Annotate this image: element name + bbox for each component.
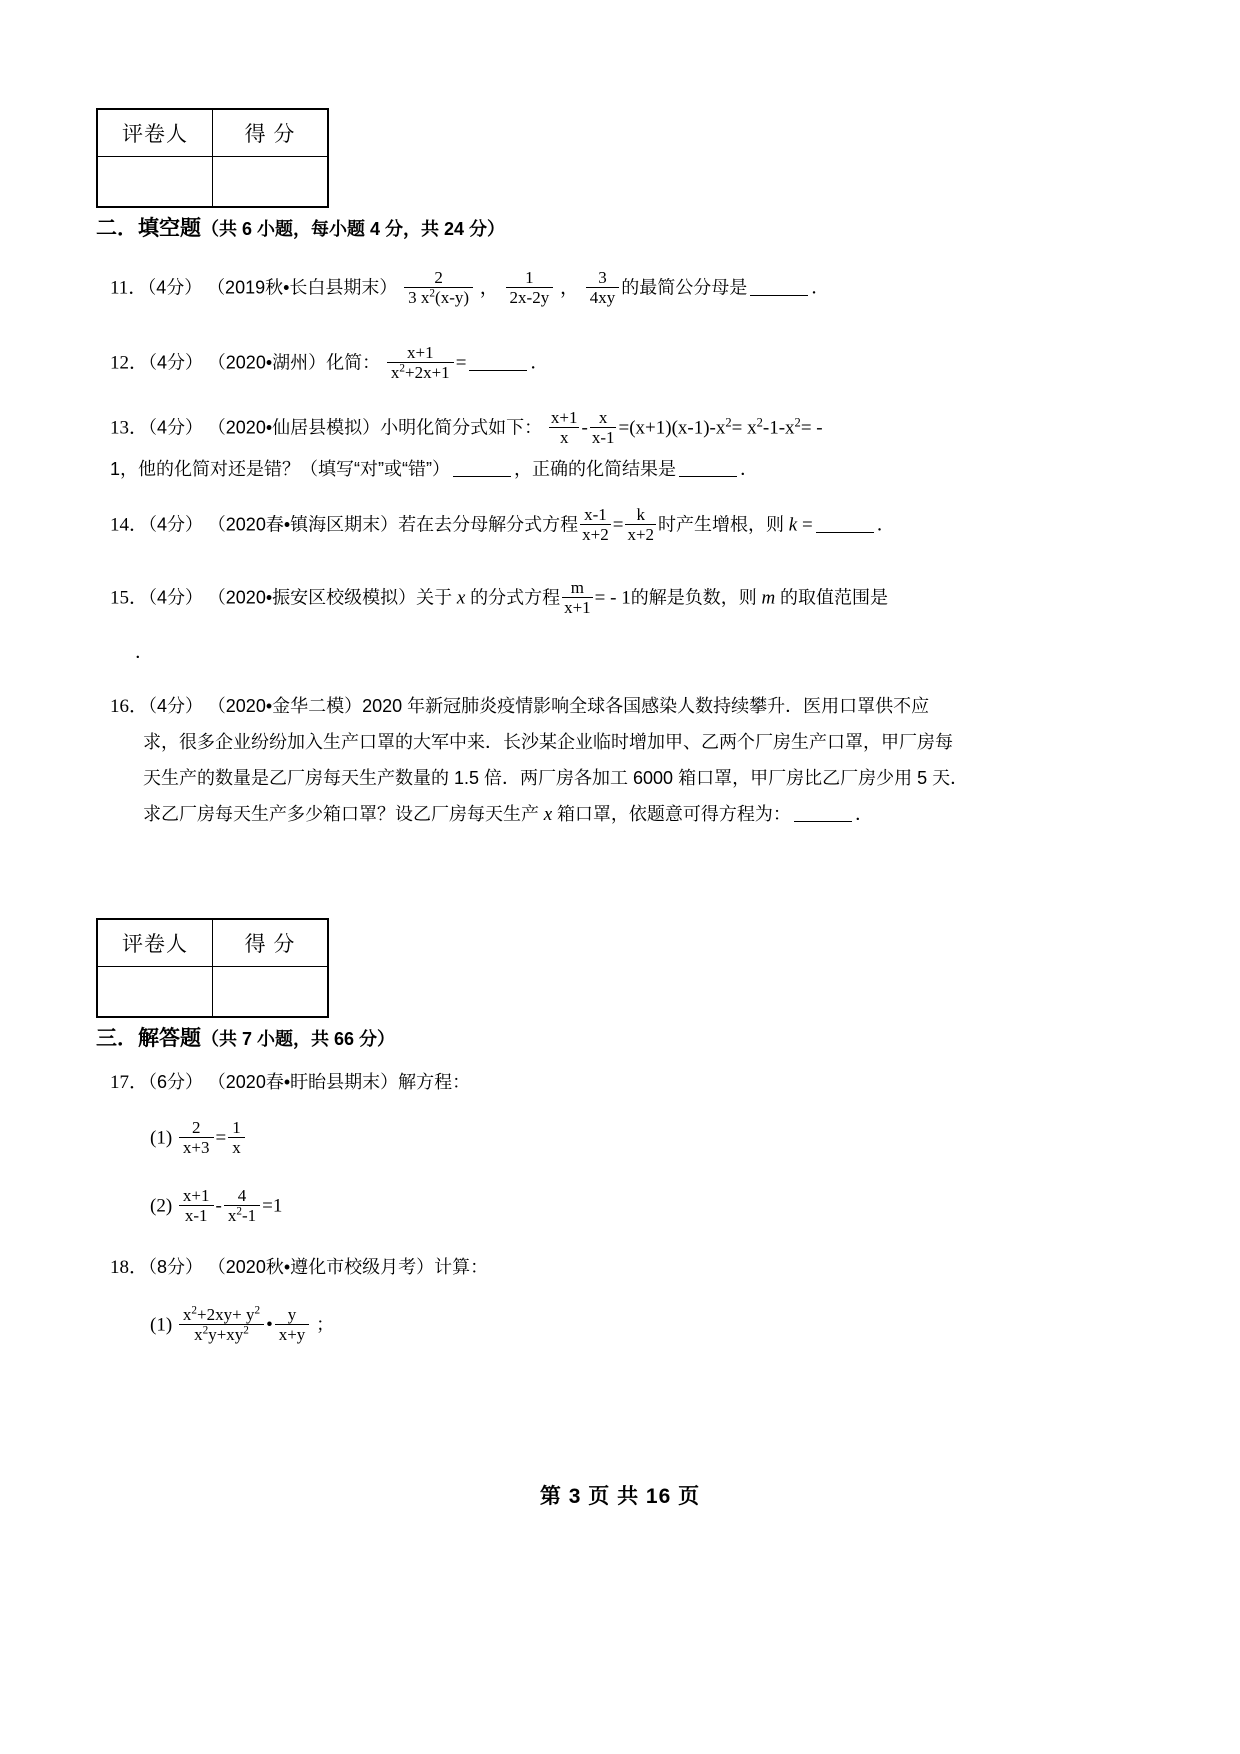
q12-answer-blank[interactable]: [469, 353, 527, 371]
grading-table-1: [96, 108, 329, 208]
q17-s1-fraction-2: [228, 1118, 245, 1157]
q13-period: ．: [740, 459, 758, 479]
q14-points: （4分）: [148, 514, 204, 535]
q14-tail: 时产生增根，则: [658, 514, 785, 535]
question-11: [110, 268, 829, 307]
q13-step3-exp: 2: [794, 415, 801, 430]
q13-number: 13．: [110, 417, 149, 439]
q11-answer-blank[interactable]: [750, 278, 808, 296]
q18-f1-denominator: [179, 1324, 264, 1344]
q13-f1-numerator: x+1: [550, 408, 578, 427]
q11-source: （2019秋•长白县期末）: [207, 277, 398, 298]
q15-points: （4分）: [148, 587, 204, 608]
reviewer-label-2: 评卷人: [97, 919, 213, 967]
q16-line4-b: 箱口罩，依题意可得方程为：: [556, 804, 791, 824]
question-16-line3: [143, 764, 968, 793]
q18-fraction-1: [179, 1305, 264, 1344]
section-2-detail: （共 6 小题，每小题 4 分，共 24 分）: [201, 219, 506, 239]
q14-fraction-2: [625, 505, 656, 544]
q11-f3-denominator: 4xy: [586, 287, 620, 307]
reviewer-value-2[interactable]: [97, 967, 213, 1018]
q18-f1-num-b: +2xy+ y: [197, 1305, 255, 1324]
q11-number: 11．: [110, 277, 148, 299]
section-heading-3: [96, 1022, 395, 1052]
q18-number: 18．: [110, 1257, 149, 1278]
q16-answer-blank[interactable]: [794, 804, 852, 822]
page-footer: [0, 1480, 1240, 1510]
q11-f2-denominator: 2x-2y: [506, 287, 554, 307]
reviewer-label-1: 评卷人: [97, 109, 213, 157]
q11-tail: 的最简公分母是: [621, 277, 748, 298]
q14-f2-denominator: x+2: [627, 525, 655, 545]
q17-points: （6分）: [148, 1072, 204, 1092]
q11-comma-2: ，: [559, 277, 579, 299]
question-14: [110, 505, 895, 544]
q17-s2-f2-den-a: x: [227, 1206, 237, 1226]
q17-s2-f2-denominator: [224, 1205, 260, 1225]
q15-denominator: x+1: [564, 598, 591, 618]
q14-period: ．: [876, 514, 895, 535]
grading-table-2: [96, 918, 329, 1018]
q16-number: 16．: [110, 696, 149, 717]
q11-f1-denominator: [404, 287, 473, 307]
score-value-1[interactable]: [213, 157, 329, 208]
q18-fraction-2: [275, 1305, 310, 1344]
q15-variable-m: m: [761, 587, 776, 609]
q16-points: （4分）: [148, 696, 204, 716]
q12-source: （2020•湖州）: [207, 352, 327, 373]
q14-prompt: 若在去分母解分式方程: [398, 514, 579, 535]
question-16-line2: [143, 728, 953, 757]
q15-numerator: m: [570, 578, 584, 597]
q15-variable-x: x: [456, 587, 466, 609]
q13-minus: -: [581, 417, 588, 439]
q13-f2-denominator: x-1: [591, 428, 615, 448]
q17-s2-f1-denominator: x-1: [179, 1205, 214, 1225]
question-17-part-2: [150, 1186, 282, 1225]
q11-f1-numerator: 2: [434, 268, 443, 287]
score-value-2[interactable]: [213, 967, 329, 1018]
question-16: [110, 692, 929, 721]
q12-den-exp: 2: [399, 362, 405, 375]
q13-step2: = x: [731, 417, 757, 439]
q17-sub2-label: (2): [150, 1195, 173, 1217]
q11-f1-den-b: (x-y): [435, 288, 470, 308]
reviewer-value-1[interactable]: [97, 157, 213, 208]
q14-answer-blank[interactable]: [816, 515, 874, 533]
q17-s2-f2-numerator: 4: [237, 1186, 247, 1205]
q13-source: （2020•仙居县模拟）: [207, 417, 381, 438]
q17-sub1-label: (1): [150, 1127, 173, 1149]
q13-step4: = -: [800, 417, 823, 439]
q14-f1-numerator: x-1: [584, 505, 607, 524]
q17-s1-f2-numerator: 1: [232, 1118, 241, 1137]
q11-f1-den-a: 3 x: [408, 288, 430, 308]
q11-f1-den-exp: 2: [429, 287, 436, 300]
q14-fraction-1: [580, 505, 611, 544]
question-16-line4: [143, 800, 873, 829]
q16-line4-a: 求乙厂房每天生产多少箱口罩？设乙厂房每天生产: [143, 804, 539, 824]
q14-number: 14．: [110, 514, 149, 536]
q15-period: ．: [135, 642, 153, 662]
q17-s1-f1-denominator: x+3: [179, 1137, 214, 1157]
q13-line2-start: 1，他的化简对还是错？（填写“对”或“错”）: [110, 459, 450, 479]
q14-variable: k: [788, 514, 798, 536]
page-number-text: 第 3 页 共 16 页: [539, 1485, 701, 1508]
q13-step1-exp: 2: [725, 415, 732, 430]
q15-prompt-a: 关于: [416, 587, 453, 608]
q18-multiply-dot: •: [266, 1314, 273, 1336]
q12-number: 12．: [110, 352, 149, 374]
q18-f1-den-b: y+xy: [208, 1325, 244, 1345]
q18-f1-den-exp2: 2: [243, 1324, 249, 1337]
q18-f1-num-exp1: 2: [191, 1304, 198, 1317]
q13-step2-exp: 2: [756, 415, 763, 430]
q11-f2-numerator: 1: [525, 268, 534, 287]
q12-prompt: 化简：: [326, 352, 381, 373]
q14-f2-numerator: k: [636, 505, 645, 524]
q14-source: （2020春•镇海区期末）: [207, 514, 399, 535]
q12-den-a: x: [390, 363, 400, 383]
q18-f1-den-a: x: [194, 1325, 203, 1345]
question-17-part-1: [150, 1118, 247, 1157]
q16-period: ．: [854, 804, 873, 824]
q11-fraction-3: [586, 268, 620, 307]
q18-f2-numerator: y: [287, 1305, 297, 1324]
q18-f1-num-exp2: 2: [254, 1304, 261, 1317]
q17-s2-fraction-1: [179, 1186, 214, 1225]
q16-line3: 天生产的数量是乙厂房每天生产数量的 1.5 倍．两厂房各加工 6000 箱口罩，甲厂房比乙厂房少用 5 天．: [143, 768, 969, 788]
q13-answer-blank-2[interactable]: [679, 459, 737, 477]
q15-number: 15．: [110, 587, 149, 609]
question-12: [110, 343, 548, 382]
q15-fraction: [562, 578, 593, 617]
q16-line2: 求，很多企业纷纷加入生产口罩的大军中来．长沙某企业临时增加甲、乙两个厂房生产口罩，甲厂房每: [143, 732, 953, 752]
q17-source: （2020春•盱眙县期末）: [207, 1072, 399, 1092]
q11-period: ．: [811, 277, 830, 298]
q15-prompt-b: 的分式方程: [470, 587, 561, 608]
q15-prompt-d: 的取值范围是: [779, 587, 888, 608]
q13-fraction-1: [549, 408, 580, 447]
question-15: [110, 578, 888, 617]
q17-s2-equals: =1: [262, 1195, 283, 1217]
q13-f1-denominator: x: [549, 427, 580, 447]
q17-s1-f2-denominator: x: [228, 1137, 245, 1157]
q13-f2-numerator: x: [598, 408, 608, 427]
q18-f2-denominator: x+y: [275, 1324, 310, 1344]
q17-s1-fraction-1: [179, 1118, 214, 1157]
q11-comma-1: ，: [479, 277, 499, 299]
score-label-2: 得 分: [213, 919, 329, 967]
q13-answer-blank-1[interactable]: [453, 459, 511, 477]
q17-s2-fraction-2: [224, 1186, 260, 1225]
q16-line1: 2020 年新冠肺炎疫情影响全球各国感染人数持续攀升．医用口罩供不应: [362, 696, 930, 716]
q17-s2-f1-numerator: x+1: [182, 1186, 210, 1205]
q17-s2-f2-den-exp: 2: [236, 1205, 242, 1218]
q17-s1-equals: =: [215, 1127, 227, 1149]
q15-equation-rhs: = - 1: [594, 587, 631, 609]
question-15-line2: [135, 638, 153, 667]
q17-s2-minus: -: [215, 1195, 222, 1217]
question-18: [110, 1253, 488, 1282]
q13-step1: =(x+1)(x-1)-x: [618, 417, 726, 439]
q15-prompt-c: 的解是负数，则: [630, 587, 757, 608]
q13-points: （4分）: [148, 417, 204, 438]
q12-denominator: [387, 362, 454, 382]
q18-prompt: 计算：: [434, 1257, 489, 1277]
q14-f1-denominator: x+2: [582, 525, 609, 545]
score-label-1: 得 分: [213, 109, 329, 157]
q11-fraction-2: [506, 268, 554, 307]
q17-number: 17．: [110, 1072, 149, 1093]
q18-points: （8分）: [148, 1257, 204, 1277]
q18-sub1-label: (1): [150, 1314, 173, 1336]
q12-fraction: [387, 343, 454, 382]
q17-prompt: 解方程：: [398, 1072, 471, 1092]
question-18-part-1: [150, 1305, 334, 1344]
q11-points: （4分）: [147, 277, 203, 298]
q16-line4-variable: x: [543, 804, 553, 825]
q18-f1-numerator: [179, 1305, 264, 1324]
question-13: [110, 408, 823, 447]
q18-semicolon: ；: [316, 1314, 335, 1335]
q16-source: （2020•金华二模）: [207, 696, 363, 716]
section-heading-2: [96, 212, 505, 242]
q12-den-b: +2x+1: [405, 363, 450, 383]
q13-fraction-2: [590, 408, 617, 447]
q15-source: （2020•振安区校级模拟）: [207, 587, 417, 608]
q13-line2-mid: ，正确的化简结果是: [514, 459, 676, 479]
q13-prompt: 小明化简分式如下：: [380, 417, 543, 438]
q18-f1-num-a: x: [182, 1305, 192, 1324]
q13-step3: -1-x: [762, 417, 795, 439]
q12-period: ．: [530, 352, 549, 373]
q12-numerator: x+1: [406, 343, 434, 362]
q18-f1-den-exp1: 2: [202, 1324, 209, 1337]
q12-points: （4分）: [148, 352, 204, 373]
q11-fraction-1: [404, 268, 473, 307]
q17-s2-f2-den-b: -1: [241, 1206, 257, 1226]
q14-equals-2: =: [801, 514, 813, 536]
section-3-detail: （共 7 小题，共 66 分）: [201, 1029, 396, 1049]
section-2-number: 二．填空题: [96, 217, 201, 240]
q11-f3-numerator: 3: [598, 268, 607, 287]
section-3-number: 三．解答题: [96, 1027, 201, 1050]
question-13-line2: [110, 455, 758, 484]
q18-source: （2020秋•遵化市校级月考）: [207, 1257, 435, 1277]
question-17: [110, 1068, 470, 1097]
q17-s1-f1-numerator: 2: [191, 1118, 201, 1137]
q14-equals: =: [612, 514, 624, 536]
q12-equals: =: [455, 352, 467, 374]
